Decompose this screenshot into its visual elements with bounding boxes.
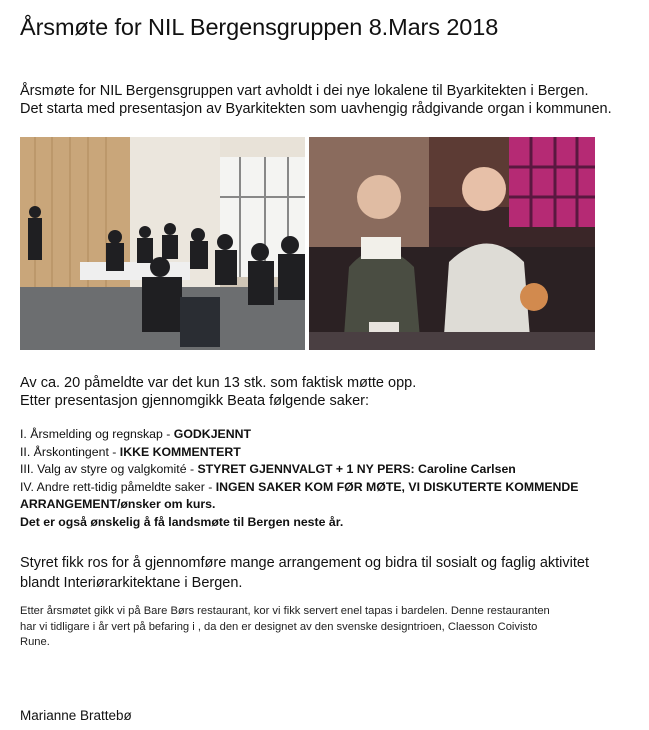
- attendance-line: Av ca. 20 påmeldte var det kun 13 stk. som faktisk møtte opp.: [20, 375, 417, 391]
- restaurant-illustration: [309, 137, 595, 350]
- agenda-note: Det er også ønskelig å få landsmøte til Bergen neste år.: [20, 514, 344, 529]
- agenda-item-status: INGEN SAKER KOM FØR MØTE, VI DISKUTERTE KOMMENDE ARRANGEMENT/ønsker om kurs.: [20, 479, 579, 511]
- intro-line: Årsmøte for NIL Bergensgruppen vart avholdt i dei nye lokalene til Byarkitekten i Bergen.: [20, 83, 589, 99]
- page-title: Årsmøte for NIL Bergensgruppen 8.Mars 2018: [20, 14, 499, 40]
- agenda-item: [20, 479, 635, 514]
- intro-paragraph: [20, 82, 640, 118]
- agenda-item-label: IV. Andre rett-tidig påmeldte saker -: [20, 479, 216, 494]
- praise-line: blandt Interiørarkitektane i Bergen.: [20, 574, 243, 591]
- agenda-item: [20, 426, 635, 444]
- agenda-item-status: IKKE KOMMENTERT: [119, 444, 241, 459]
- agenda-item: [20, 444, 635, 462]
- restaurant-photo: [309, 137, 595, 350]
- praise-line: Styret fikk ros for å gjennomføre mange arrangement og bidra til sosialt og faglig aktivitet: [20, 555, 589, 571]
- meeting-room-illustration: [20, 137, 305, 350]
- after-line: Rune.: [20, 636, 50, 648]
- intro-line: Det starta med presentasjon av Byarkitekten som uavhengig rådgivande organ i kommunen.: [20, 101, 612, 117]
- attendance-line: Etter presentasjon gjennomgikk Beata følgende saker:: [20, 393, 370, 409]
- meeting-photo: [20, 137, 305, 350]
- agenda-item-status: STYRET GJENNVALGT + 1 NY PERS: Caroline Carlsen: [197, 462, 516, 476]
- after-line: har vi tidligare i år vert på befaring i , da den er designet av den svenske designtrioen, Claesson Coivisto: [20, 620, 538, 633]
- after-line: Etter årsmøtet gikk vi på Bare Børs restaurant, kor vi fikk servert enel tapas i bardelen. Denne restauranten: [20, 605, 550, 617]
- agenda-item-label: III. Valg av styre og valgkomité -: [20, 462, 198, 476]
- agenda-item-label: II. Årskontingent -: [20, 444, 120, 459]
- praise-paragraph: [20, 554, 640, 593]
- agenda-item: [20, 461, 635, 479]
- agenda-list: [20, 426, 635, 531]
- attendance-paragraph: [20, 374, 416, 410]
- agenda-item-status: GODKJENNT: [173, 427, 252, 441]
- agenda-item-label: I. Årsmelding og regnskap -: [20, 427, 174, 441]
- after-meeting-paragraph: [20, 604, 640, 651]
- author-signature: Marianne Brattebø: [20, 708, 132, 723]
